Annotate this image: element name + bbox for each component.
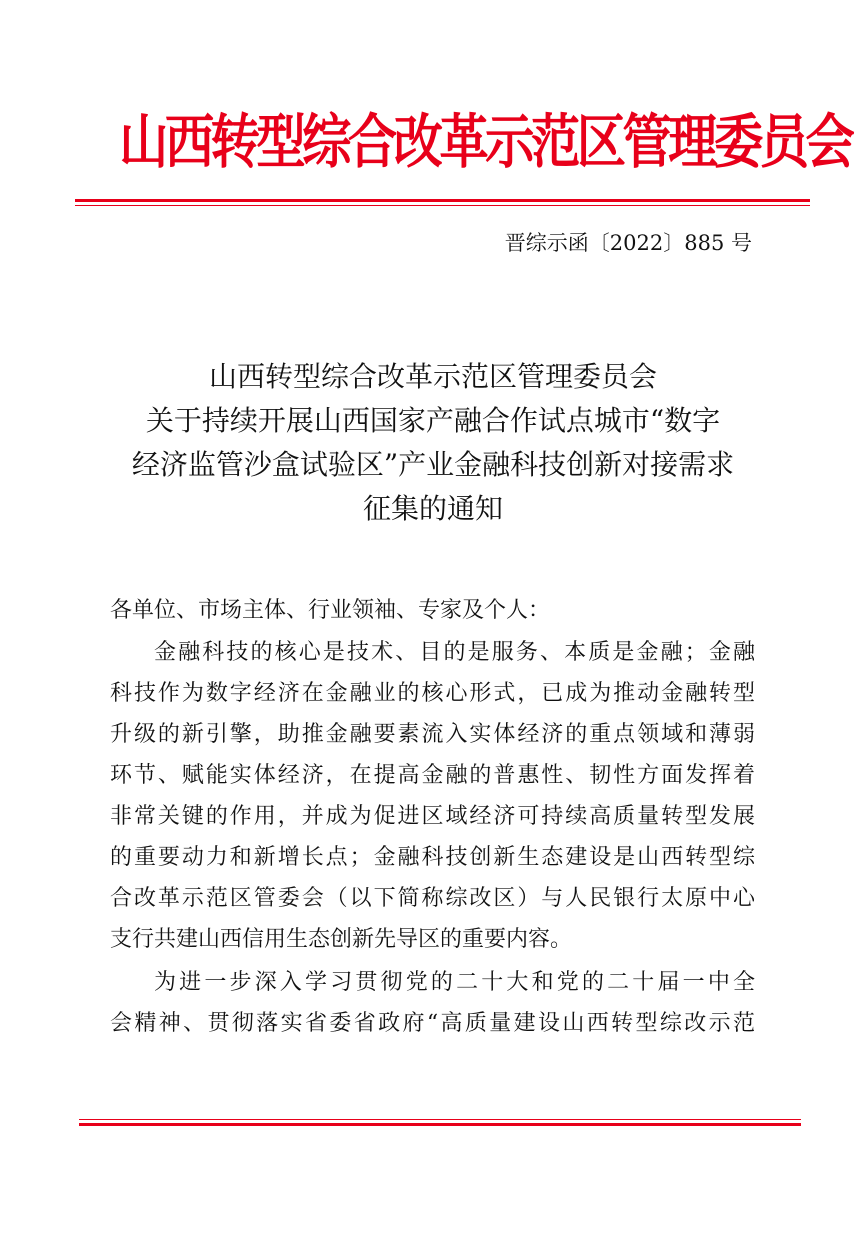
paragraph-line: 非常关键的作用，并成为促进区域经济可持续高质量转型发展 bbox=[110, 804, 755, 829]
title-line: 征集的通知 bbox=[362, 492, 503, 525]
document-title bbox=[90, 355, 776, 531]
paragraph-1 bbox=[110, 632, 755, 960]
paragraph-2 bbox=[110, 962, 755, 1044]
salutation: 各单位、市场主体、行业领袖、专家及个人： bbox=[110, 598, 551, 623]
title-line: 关于持续开展山西国家产融合作试点城市“数字 bbox=[145, 404, 721, 437]
masthead-rule-thick bbox=[75, 199, 810, 202]
paragraph-line: 会精神、贯彻落实省委省政府“高质量建设山西转型综改示范 bbox=[110, 1011, 755, 1036]
masthead-title: 山西转型综合改革示范区管理委员会 bbox=[119, 107, 852, 177]
paragraph-line: 环节、赋能实体经济，在提高金融的普惠性、韧性方面发挥着 bbox=[110, 763, 755, 788]
paragraph-line: 金融科技的核心是技术、目的是服务、本质是金融；金融 bbox=[154, 640, 755, 665]
masthead-rule-thin bbox=[75, 205, 810, 206]
title-line: 山西转型综合改革示范区管理委员会 bbox=[208, 360, 657, 393]
paragraph-line: 的重要动力和新增长点；金融科技创新生态建设是山西转型综 bbox=[110, 845, 755, 870]
document-number: 晋综示函〔2022〕885 号 bbox=[504, 231, 752, 255]
paragraph-line: 为进一步深入学习贯彻党的二十大和党的二十届一中全 bbox=[154, 970, 755, 995]
paragraph-line: 支行共建山西信用生态创新先导区的重要内容。 bbox=[110, 927, 573, 952]
title-line: 经济监管沙盒试验区”产业金融科技创新对接需求 bbox=[131, 448, 735, 481]
document-body bbox=[110, 590, 755, 1044]
footer-rule-thick bbox=[79, 1123, 801, 1126]
paragraph-line: 升级的新引擎，助推金融要素流入实体经济的重点领域和薄弱 bbox=[110, 722, 755, 747]
paragraph-line: 科技作为数字经济在金融业的核心形式，已成为推动金融转型 bbox=[110, 681, 755, 706]
paragraph-line: 合改革示范区管委会（以下简称综改区）与人民银行太原中心 bbox=[110, 886, 755, 911]
footer-rule-thin bbox=[79, 1119, 801, 1120]
